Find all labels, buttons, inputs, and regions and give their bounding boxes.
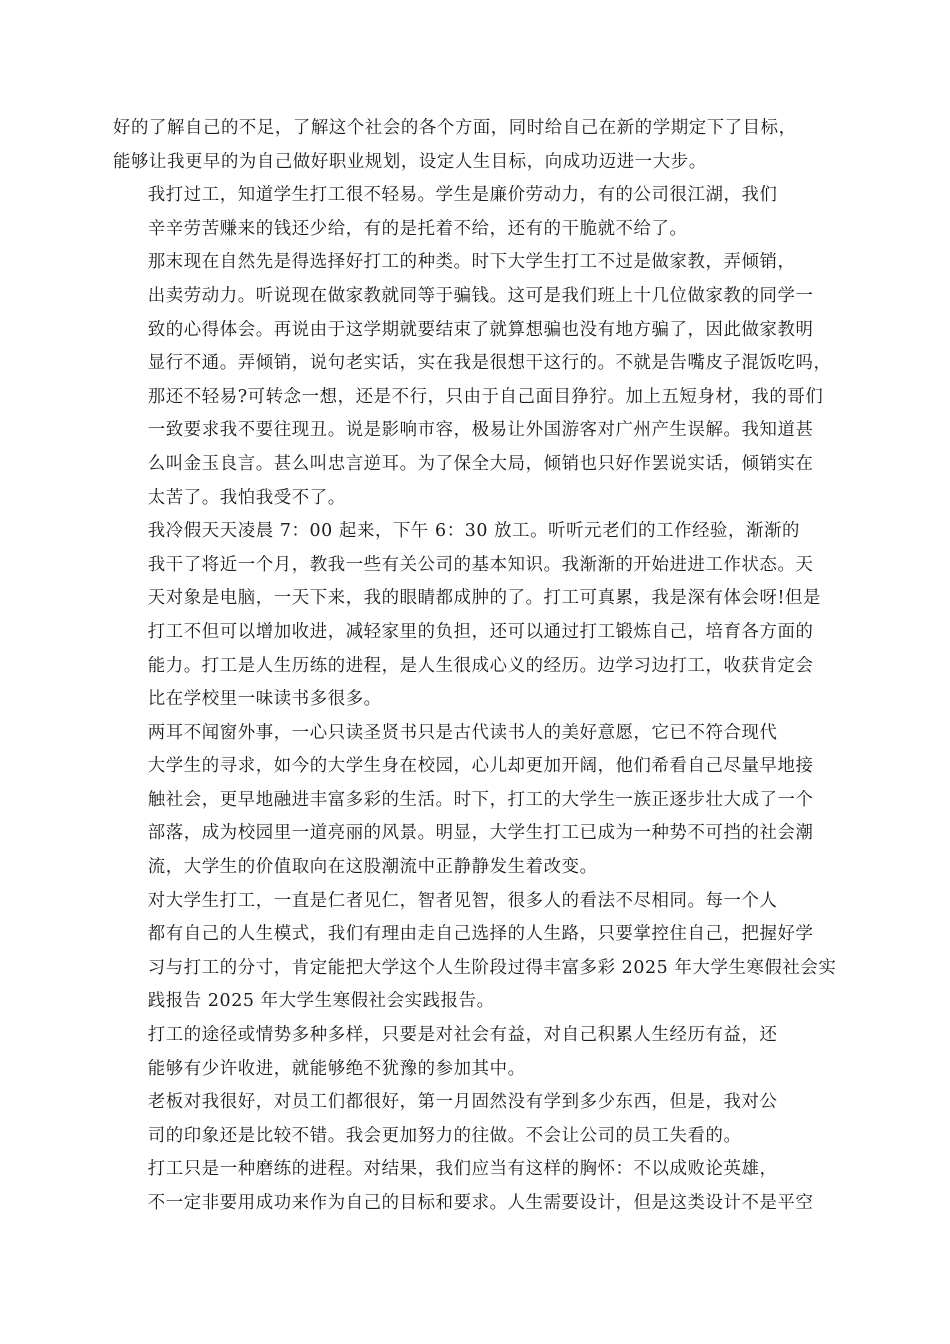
text-line: 能够让我更早的为自己做好职业规划，设定人生目标，向成功迈进一大步。 <box>113 151 707 172</box>
text-line: 大学生的寻求，如今的大学生身在校园，心儿却更加开阔，他们希看自己尽量早地接 <box>147 756 814 777</box>
text-line: 好的了解自己的不足，了解这个社会的各个方面，同时给自己在新的学期定下了目标， <box>113 118 797 138</box>
paragraph-7 <box>113 1019 838 1086</box>
text-line: 一致要求我不要往现丑。说是影响市容，极易让外国游客对广州产生误解。我知道甚 <box>147 420 814 441</box>
text-line: 能力。打工是人生历练的进程，是人生很成心义的经历。边学习边打工，收获肯定会 <box>147 655 814 676</box>
text-line: 致的心得体会。再说由于这学期就要结束了就算想骗也没有地方骗了，因此做家教明 <box>147 319 814 340</box>
text-line: 流，大学生的价值取向在这股潮流中正静静发生着改变。 <box>147 857 598 878</box>
paragraph-8 <box>113 1086 838 1153</box>
paragraph-3 <box>113 246 838 515</box>
paragraph-5 <box>113 717 838 885</box>
paragraph-9 <box>113 1153 838 1220</box>
text-line: 么叫金玉良言。甚么叫忠言逆耳。为了保全大局，倾销也只好作罢说实话，倾销实在 <box>147 453 814 474</box>
text-line: 我冷假天天凌晨 7：00 起来，下午 6：30 放工。听听元老们的工作经验，渐渐的 <box>147 521 801 542</box>
text-line: 习与打工的分寸，肯定能把大学这个人生阶段过得丰富多彩 2025 年大学生寒假社会实 <box>147 957 837 978</box>
text-line: 触社会，更早地融进丰富多彩的生活。时下，打工的大学生一族正逐步壮大成了一个 <box>147 789 814 810</box>
paragraph-6 <box>113 885 838 1019</box>
text-line: 显行不通。弄倾销，说句老实话，实在我是很想干这行的。不就是告嘴皮子混饭吃吗， <box>147 353 832 374</box>
text-line: 打工只是一种磨练的进程。对结果，我们应当有这样的胸怀：不以成败论英雄， <box>147 1159 778 1180</box>
text-line: 两耳不闻窗外事，一心只读圣贤书只是古代读书人的美好意愿，它已不符合现代 <box>147 722 778 743</box>
paragraph-1 <box>113 112 838 179</box>
text-line: 我干了将近一个月，教我一些有关公司的基本知识。我渐渐的开始进进工作状态。天 <box>147 554 814 575</box>
paragraph-2 <box>113 179 838 246</box>
text-line: 能够有少许收进，就能够绝不犹豫的参加其中。 <box>147 1058 526 1079</box>
text-line: 不一定非要用成功来作为自己的目标和要求。人生需要设计，但是这类设计不是平空 <box>147 1193 814 1213</box>
text-line: 打工不但可以增加收进，减轻家里的负担，还可以通过打工锻炼自己，培育各方面的 <box>147 621 814 642</box>
text-line: 践报告 2025 年大学生寒假社会实践报告。 <box>147 991 495 1012</box>
text-line: 都有自己的人生模式，我们有理由走自己选择的人生路，只要掌控住自己，把握好学 <box>147 924 814 945</box>
document-body <box>113 112 838 1221</box>
text-line: 那还不轻易?可转念一想，还是不行，只由于自己面目狰狞。加上五短身材，我的哥们 <box>147 386 824 407</box>
text-line: 司的印象还是比较不错。我会更加努力的往做。不会让公司的员工失看的。 <box>147 1125 742 1146</box>
text-line: 部落，成为校园里一道亮丽的风景。明显，大学生打工已成为一种势不可挡的社会潮 <box>147 823 814 844</box>
text-line: 打工的途径或情势多种多样，只要是对社会有益，对自己积累人生经历有益，还 <box>147 1025 778 1046</box>
paragraph-4 <box>113 515 838 717</box>
text-line: 我打过工，知道学生打工很不轻易。学生是廉价劳动力，有的公司很江湖，我们 <box>147 185 778 206</box>
text-line: 出卖劳动力。听说现在做家教就同等于骗钱。这可是我们班上十几位做家教的同学一 <box>147 285 814 306</box>
text-line: 比在学校里一味读书多很多。 <box>147 689 382 710</box>
text-line: 老板对我很好，对员工们都很好，第一月固然没有学到多少东西，但是，我对公 <box>147 1092 778 1113</box>
text-line: 辛辛劳苦赚来的钱还少给，有的是托着不给，还有的干脆就不给了。 <box>147 218 688 239</box>
text-line: 天对象是电脑，一天下来，我的眼睛都成肿的了。打工可真累，我是深有体会呀!但是 <box>147 588 822 609</box>
text-line: 太苦了。我怕我受不了。 <box>147 487 346 508</box>
text-line: 那末现在自然先是得选择好打工的种类。时下大学生打工不过是做家教，弄倾销， <box>147 252 796 273</box>
text-line: 对大学生打工，一直是仁者见仁，智者见智，很多人的看法不尽相同。每一个人 <box>147 890 778 911</box>
